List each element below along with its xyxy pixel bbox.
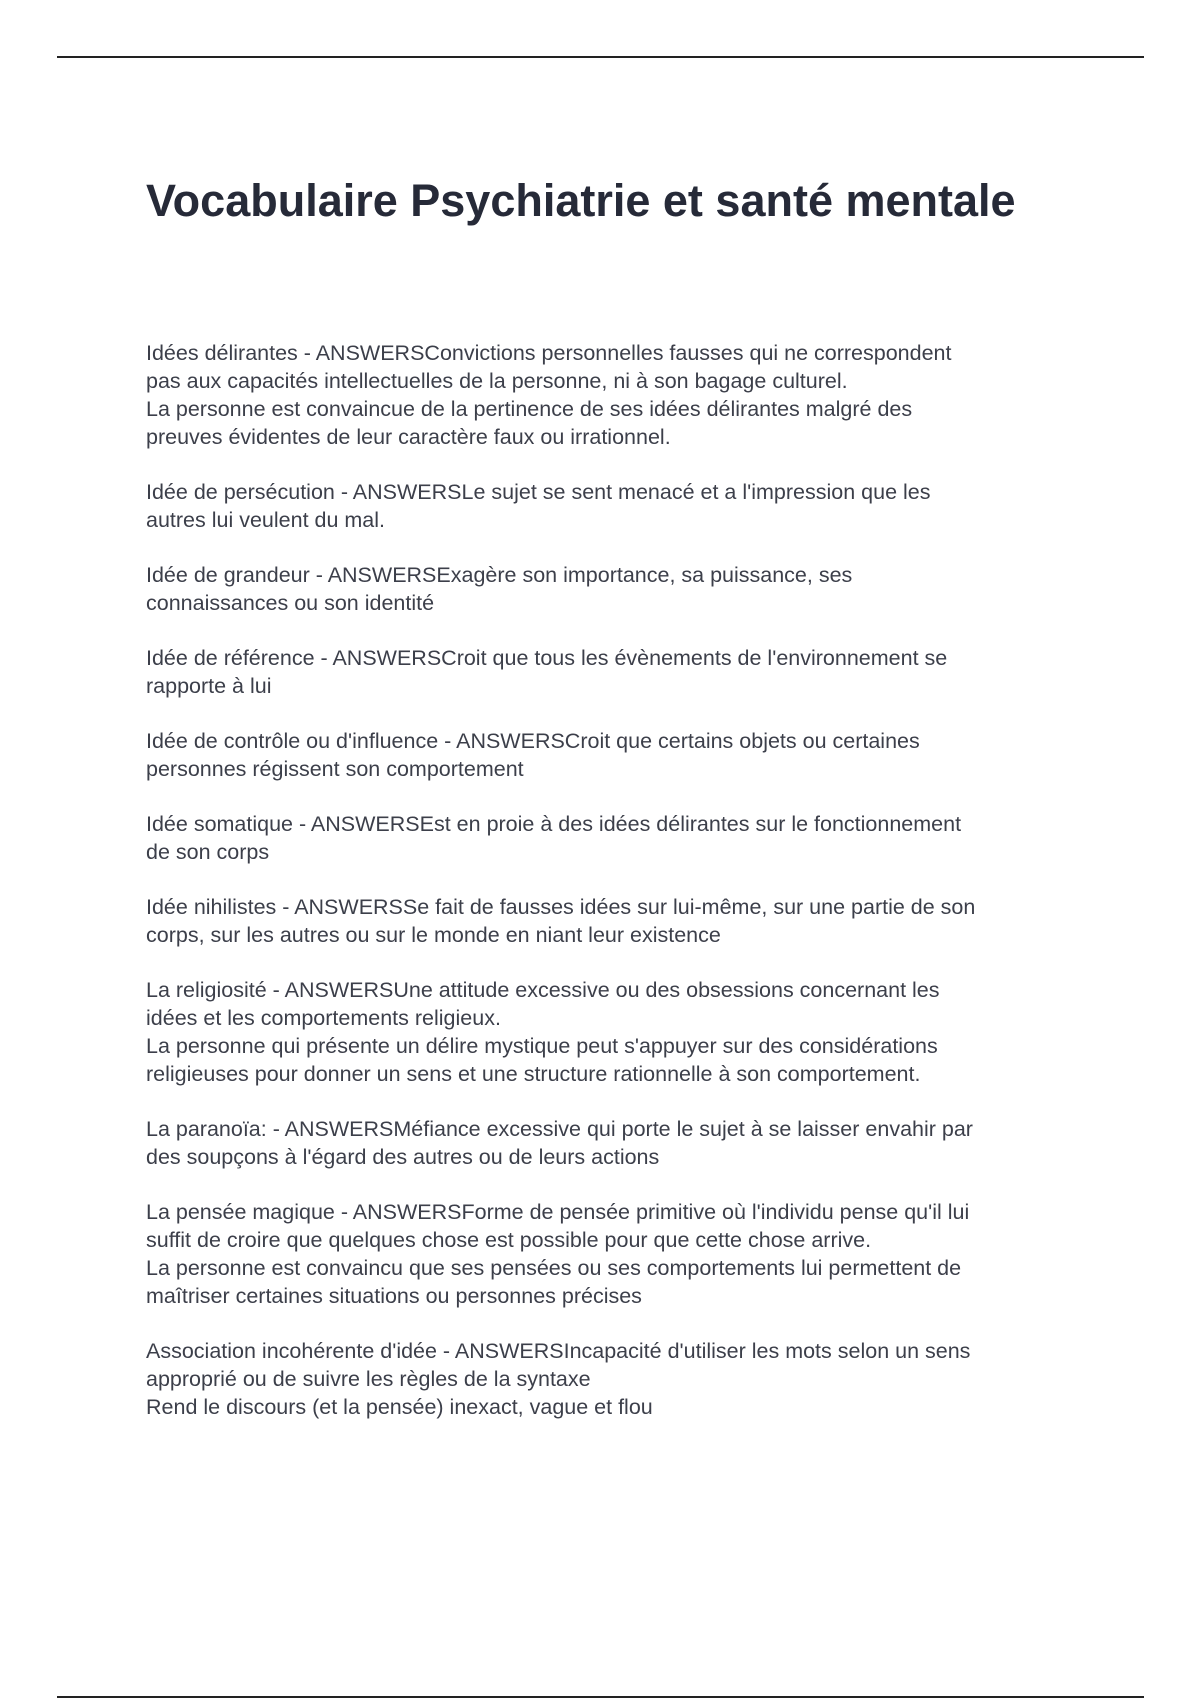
entry-line: religieuses pour donner un sens et une structure rationnelle à son comportement.: [146, 1062, 921, 1086]
entry-line: Idée somatique - ANSWERSEst en proie à des idées délirantes sur le fonctionnement: [146, 812, 962, 836]
vocabulary-entry: [146, 976, 1096, 1088]
document-title: Vocabulaire Psychiatrie et santé mentale: [146, 175, 1016, 226]
entry-line: rapporte à lui: [146, 674, 272, 698]
entry-line: corps, sur les autres ou sur le monde en niant leur existence: [146, 923, 721, 947]
entry-line: Idées délirantes - ANSWERSConvictions personnelles fausses qui ne correspondent: [146, 341, 952, 365]
vocabulary-entry: [146, 810, 1096, 866]
entry-line: La pensée magique - ANSWERSForme de pensée primitive où l'individu pense qu'il lui: [146, 1200, 970, 1224]
entry-line: pas aux capacités intellectuelles de la personne, ni à son bagage culturel.: [146, 369, 848, 393]
entry-line: Idée de grandeur - ANSWERSExagère son importance, sa puissance, ses: [146, 563, 853, 587]
vocabulary-entry: [146, 561, 1096, 617]
entry-line: autres lui veulent du mal.: [146, 508, 386, 532]
entry-line: Idée de contrôle ou d'influence - ANSWERSCroit que certains objets ou certaines: [146, 729, 920, 753]
vocabulary-entry: [146, 727, 1096, 783]
entry-line: maîtriser certaines situations ou personnes précises: [146, 1284, 642, 1308]
entry-line: La personne est convaincu que ses pensées ou ses comportements lui permettent de: [146, 1256, 962, 1280]
entry-line: La personne qui présente un délire mystique peut s'appuyer sur des considérations: [146, 1034, 938, 1058]
entry-line: Association incohérente d'idée - ANSWERSIncapacité d'utiliser les mots selon un sens: [146, 1339, 971, 1363]
entry-line: connaissances ou son identité: [146, 591, 435, 615]
vocabulary-entry: [146, 339, 1096, 451]
entry-line: de son corps: [146, 840, 270, 864]
top-rule: [57, 56, 1144, 58]
entry-line: idées et les comportements religieux.: [146, 1006, 501, 1030]
vocabulary-entry: [146, 644, 1096, 700]
entry-line: Rend le discours (et la pensée) inexact, vague et flou: [146, 1395, 653, 1419]
entry-line: La religiosité - ANSWERSUne attitude excessive ou des obsessions concernant les: [146, 978, 940, 1002]
vocabulary-list: [146, 339, 1096, 1448]
entry-line: La paranoïa: - ANSWERSMéfiance excessive qui porte le sujet à se laisser envahir par: [146, 1117, 973, 1141]
vocabulary-entry: [146, 1115, 1096, 1171]
entry-line: La personne est convaincue de la pertinence de ses idées délirantes malgré des: [146, 397, 913, 421]
entry-line: suffit de croire que quelques chose est possible pour que cette chose arrive.: [146, 1228, 872, 1252]
bottom-rule: [57, 1696, 1144, 1698]
entry-line: Idée nihilistes - ANSWERSSe fait de fausses idées sur lui-même, sur une partie de son: [146, 895, 976, 919]
vocabulary-entry: [146, 893, 1096, 949]
vocabulary-entry: [146, 1337, 1096, 1421]
entry-line: Idée de référence - ANSWERSCroit que tous les évènements de l'environnement se: [146, 646, 948, 670]
entry-line: des soupçons à l'égard des autres ou de leurs actions: [146, 1145, 660, 1169]
entry-line: approprié ou de suivre les règles de la syntaxe: [146, 1367, 591, 1391]
entry-line: preuves évidentes de leur caractère faux ou irrationnel.: [146, 425, 671, 449]
vocabulary-entry: [146, 478, 1096, 534]
vocabulary-entry: [146, 1198, 1096, 1310]
entry-line: personnes régissent son comportement: [146, 757, 524, 781]
entry-line: Idée de persécution - ANSWERSLe sujet se sent menacé et a l'impression que les: [146, 480, 931, 504]
